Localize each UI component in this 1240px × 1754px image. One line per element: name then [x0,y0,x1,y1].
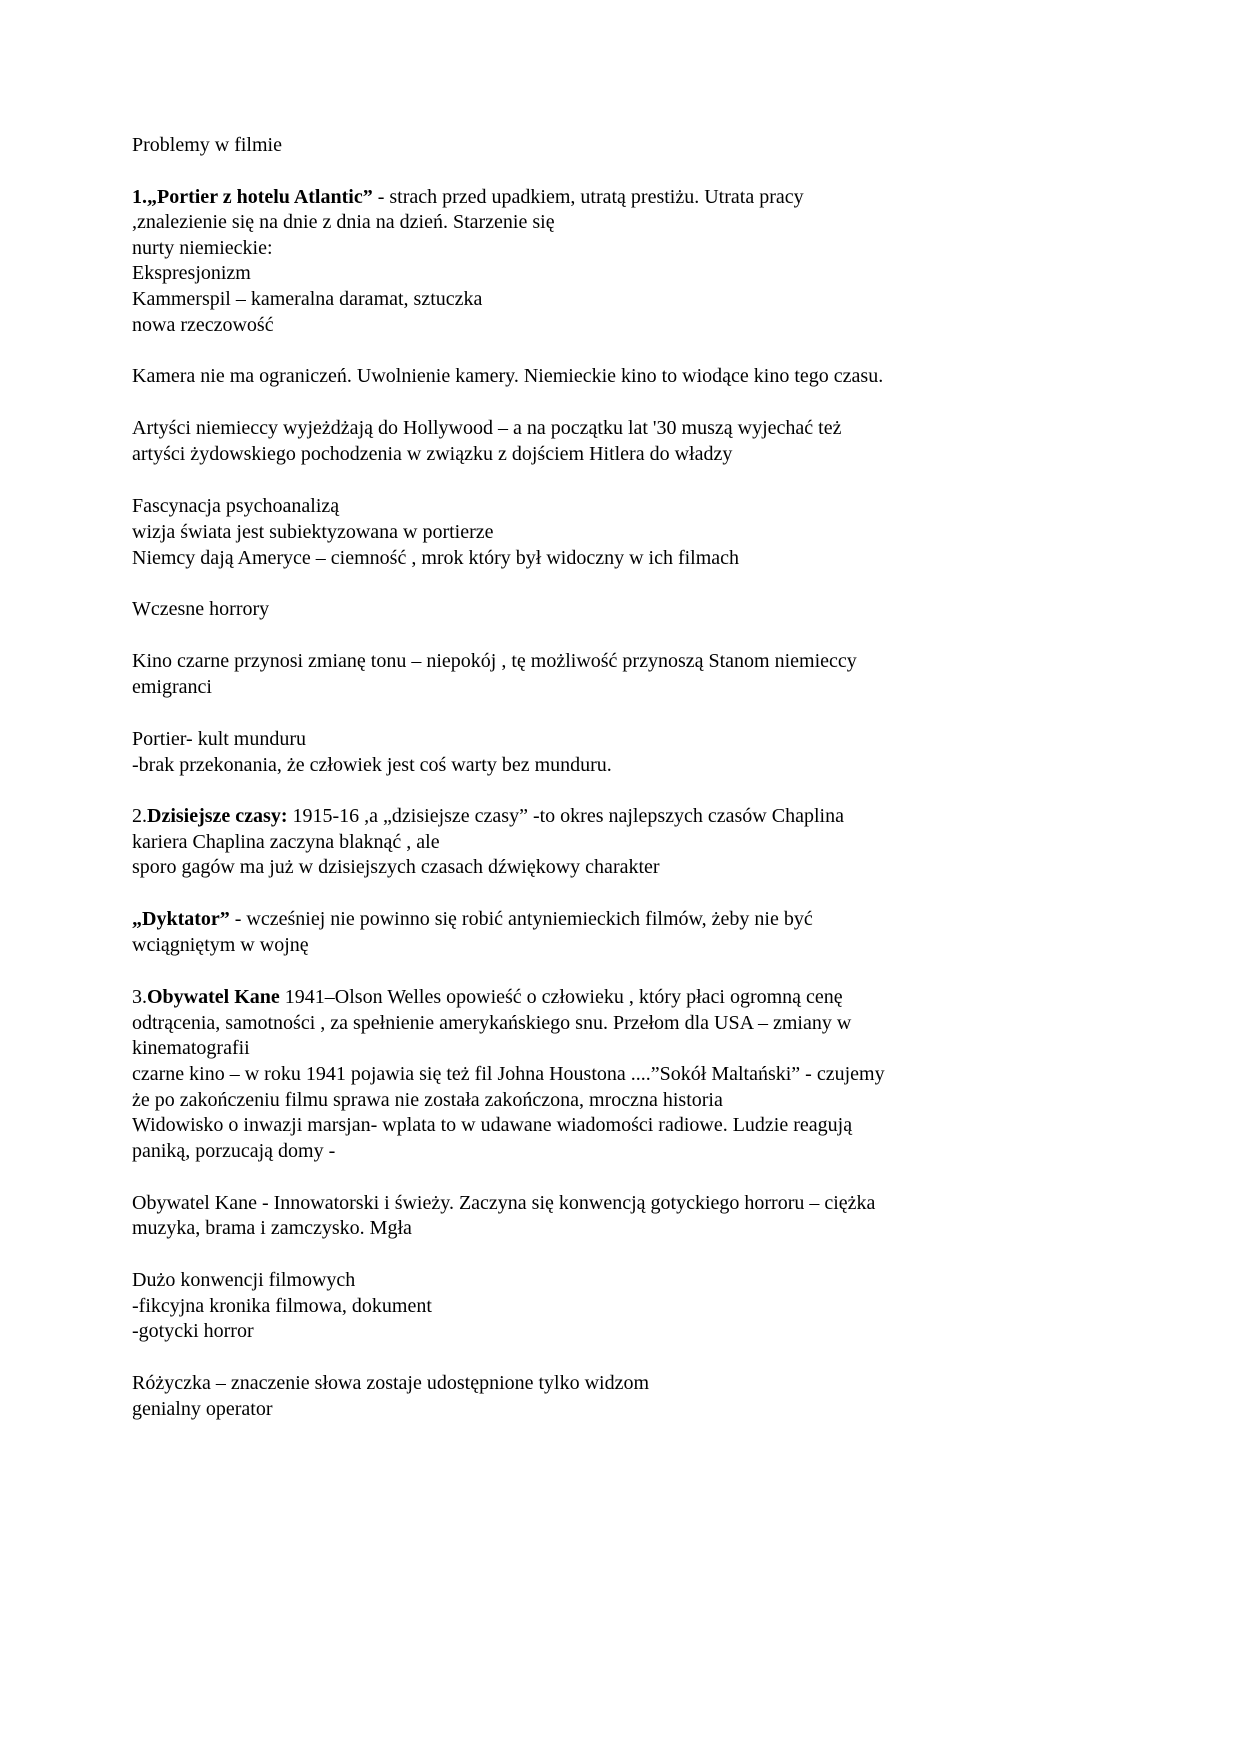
text-segment: muzyka, brama i zamczysko. Mgła [132,1217,412,1239]
text-segment: czarne kino – w roku 1941 pojawia się też fil Johna Houstona ....”Sokół Maltański” - czujemy [132,1063,885,1085]
bold-text: Obywatel Kane [147,986,280,1008]
text-segment: nowa rzeczowość [132,314,274,336]
text-segment: 1941–Olson Welles opowieść o człowieku , który płaci ogromną cenę [279,986,843,1008]
text-line [132,363,883,389]
text-line [132,209,555,235]
text-line [132,829,440,855]
text-line [132,519,494,545]
text-line [132,312,274,338]
text-segment: Kino czarne przynosi zmianę tonu – niepokój , tę możliwość przynoszą Stanom niemieccy [132,650,857,672]
text-segment: Niemcy dają Ameryce – ciemność , mrok który był widoczny w ich filmach [132,547,740,569]
text-line [132,1061,885,1087]
text-segment: Wczesne horrory [132,598,270,620]
text-line [132,906,813,932]
text-line [132,441,732,467]
text-segment: emigranci [132,676,212,698]
text-segment: Portier- kult munduru [132,728,307,750]
text-line [132,726,306,752]
text-line [132,184,804,210]
text-line [132,545,739,571]
text-line [132,932,309,958]
text-line [132,1190,875,1216]
text-line [132,286,482,312]
bold-text: 1.„Portier z hotelu Atlantic” [132,186,373,208]
text-segment: nurty niemieckie: [132,237,273,259]
text-segment: artyści żydowskiego pochodzenia w związku z dojściem Hitlera do władzy [132,443,733,465]
text-segment: Kamera nie ma ograniczeń. Uwolnienie kamery. Niemieckie kino to wiodące kino tego czasu. [132,365,884,387]
text-segment: wciągniętym w wojnę [132,934,309,956]
text-segment: -fikcyjna kronika filmowa, dokument [132,1295,432,1317]
text-line [132,1087,723,1113]
text-line [132,493,339,519]
text-segment: -brak przekonania, że człowiek jest coś warty bez munduru. [132,754,612,776]
text-segment: odtrącenia, samotności , za spełnienie amerykańskiego snu. Przełom dla USA – zmiany w [132,1012,852,1034]
text-line [132,1267,355,1293]
text-line [132,1215,412,1241]
text-line [132,803,844,829]
text-segment: paniką, porzucają domy - [132,1140,336,1162]
text-segment: genialny operator [132,1398,273,1420]
text-segment: - wcześniej nie powinno się robić antyniemieckich filmów, żeby nie być [229,908,813,930]
text-segment: Problemy w filmie [132,134,282,156]
text-line [132,1035,250,1061]
bold-text: „Dyktator” [132,908,230,930]
text-segment: Fascynacja psychoanalizą [132,495,340,517]
text-segment: Kammerspil – kameralna daramat, sztuczka [132,288,483,310]
text-segment: - strach przed upadkiem, utratą prestiżu. Utrata pracy [372,186,804,208]
text-line [132,752,612,778]
bold-text: Dzisiejsze czasy: [147,805,288,827]
document-title [132,132,282,158]
text-segment: -gotycki horror [132,1320,254,1342]
text-segment: Ekspresjonizm [132,262,251,284]
text-line [132,235,273,261]
text-segment: że po zakończeniu filmu sprawa nie została zakończona, mroczna historia [132,1089,723,1111]
text-segment: ,znalezienie się na dnie z dnia na dzień. Starzenie się [132,211,555,233]
text-segment: Obywatel Kane - Innowatorski i świeży. Zaczyna się konwencją gotyckiego horroru – ciężka [132,1192,876,1214]
text-line [132,854,660,880]
text-line [132,1370,649,1396]
text-segment: Dużo konwencji filmowych [132,1269,356,1291]
text-segment: kariera Chaplina zaczyna blaknąć , ale [132,831,440,853]
text-line [132,1138,335,1164]
text-line [132,1010,851,1036]
text-segment: 2. [132,805,147,827]
text-segment: kinematografii [132,1037,250,1059]
text-line [132,674,212,700]
text-line [132,260,251,286]
text-line [132,1396,273,1422]
text-line [132,1318,254,1344]
text-segment: Widowisko o inwazji marsjan- wplata to w udawane wiadomości radiowe. Ludzie reagują [132,1114,853,1136]
text-segment: 3. [132,986,147,1008]
text-line [132,984,843,1010]
text-line [132,596,269,622]
text-segment: wizja świata jest subiektyzowana w portierze [132,521,494,543]
text-segment: sporo gagów ma już w dzisiejszych czasach dźwiękowy charakter [132,856,660,878]
text-line [132,1112,852,1138]
text-segment: Artyści niemieccy wyjeżdżają do Hollywood – a na początku lat '30 muszą wyjechać też [132,417,842,439]
text-line [132,415,841,441]
text-line [132,1293,432,1319]
text-segment: 1915-16 ,a „dzisiejsze czasy” -to okres najlepszych czasów Chaplina [287,805,844,827]
text-line [132,648,857,674]
text-segment: Różyczka – znaczenie słowa zostaje udostępnione tylko widzom [132,1372,650,1394]
